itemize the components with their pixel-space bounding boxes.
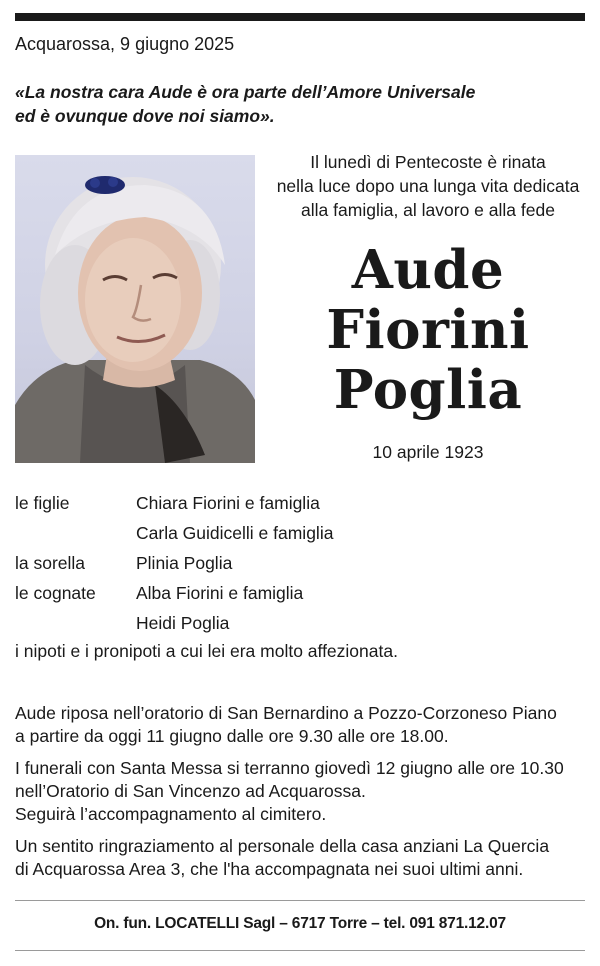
viewing-line-1: Aude riposa nell’oratorio di San Bernardino a Pozzo-Corzoneso Piano [15,703,557,723]
top-rule [15,13,585,21]
viewing-line-2: a partire da oggi 11 giugno dalle ore 9.30 alle ore 18.00. [15,726,449,746]
memorial-quote [15,80,575,128]
funeral-home-footer: On. fun. LOCATELLI Sagl – 6717 Torre – tel. 091 871.12.07 [94,915,506,932]
intro-line-2: nella luce dopo una lunga vita dedicata [276,176,580,196]
funeral-details [15,702,595,890]
family-relation: la sorella [15,552,86,573]
thanks-line-1: Un sentito ringraziamento al personale della casa anziani La Quercia [15,836,550,856]
intro-line-1: Il lunedì di Pentecoste è rinata [310,152,546,172]
funeral-line-3: Seguirà l’accompagnamento al cimitero. [15,804,327,824]
family-names: Heidi Poglia [136,612,230,633]
intro-line-3: alla famiglia, al lavoro e alla fede [301,200,555,220]
family-row [15,518,590,548]
funeral-paragraph [15,757,595,826]
place-date: Acquarossa, 9 giugno 2025 [15,34,235,54]
family-relation: le figlie [15,492,70,513]
family-row [15,608,590,638]
footer-rule-top [15,900,585,901]
funeral-line-2: nell’Oratorio di San Vincenzo ad Acquarossa. [15,781,366,801]
family-row [15,488,590,518]
birth-date: 10 aprile 1923 [372,442,484,462]
portrait-photo [15,155,255,463]
family-names: Alba Fiorini e famiglia [136,582,304,603]
thanks-line-2: di Acquarossa Area 3, che l'ha accompagnata nei suoi ultimi anni. [15,859,524,879]
name-middle: Fiorini [326,299,530,361]
family-row [15,548,590,578]
family-names: Carla Guidicelli e famiglia [136,522,334,543]
portrait-illustration [15,155,255,463]
quote-line-1: «La nostra cara Aude è ora parte dell’Amore Universale [15,82,476,102]
family-row [15,578,590,608]
nephews-line: i nipoti e i pronipoti a cui lei era molto affezionata. [15,641,398,661]
quote-line-2: ed è ovunque dove noi siamo». [15,106,275,126]
name-last: Poglia [333,359,523,421]
deceased-name [262,240,594,420]
intro-text [262,150,594,222]
family-names: Plinia Poglia [136,552,233,573]
family-list [15,488,590,638]
name-first: Aude [351,239,505,301]
viewing-paragraph [15,702,595,748]
thanks-paragraph [15,835,595,881]
footer-rule-bottom [15,950,585,951]
family-relation: le cognate [15,582,96,603]
funeral-line-1: I funerali con Santa Messa si terranno giovedì 12 giugno alle ore 10.30 [15,758,564,778]
family-names: Chiara Fiorini e famiglia [136,492,320,513]
